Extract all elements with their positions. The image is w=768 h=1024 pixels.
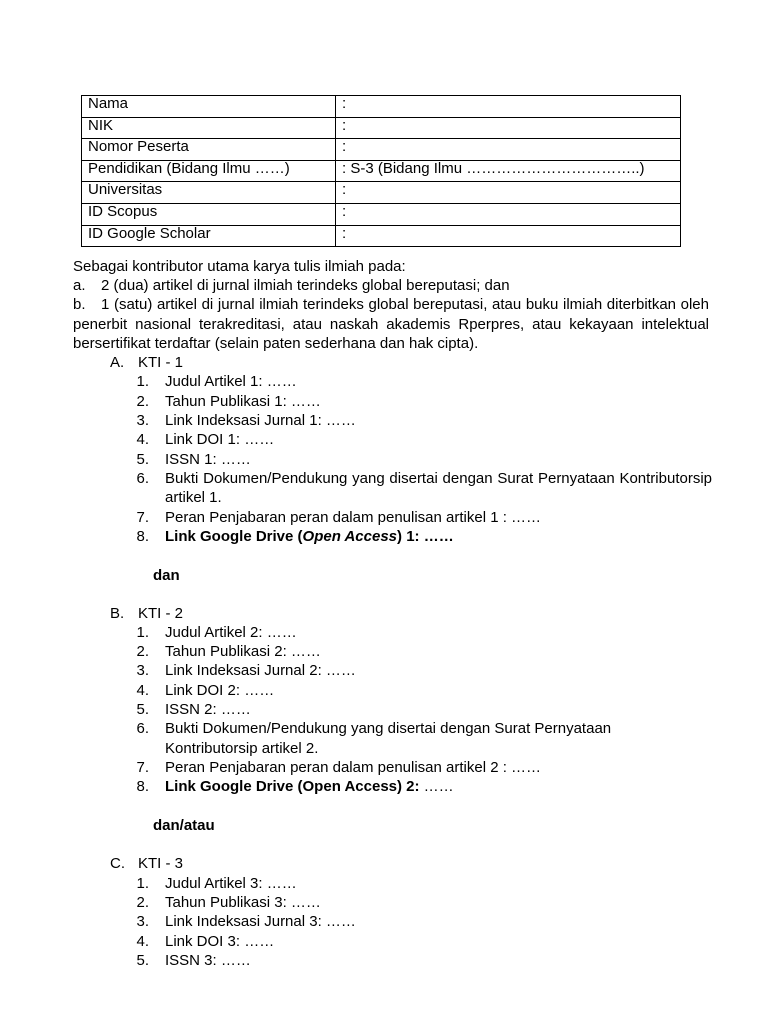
- section-b-title: KTI - 2: [138, 605, 184, 622]
- table-label: NIK: [82, 117, 336, 139]
- item-number: 5.: [136, 952, 149, 969]
- section-a-title: KTI - 1: [138, 354, 184, 371]
- list-item: Link DOI 3: ……: [165, 933, 275, 950]
- list-item: ISSN 2: ……: [165, 701, 251, 718]
- list-item: Link DOI 2: ……: [165, 682, 275, 699]
- connector-dan: dan: [153, 567, 180, 584]
- item-number: 3.: [136, 913, 149, 930]
- item-number: 6.: [136, 720, 149, 737]
- drive-link-post: ) 1: ……: [397, 528, 454, 545]
- intro-text: Sebagai kontributor utama karya tulis ilmiah pada:: [73, 258, 406, 275]
- item-number: 2.: [136, 643, 149, 660]
- item-number: 1.: [136, 875, 149, 892]
- list-item: Judul Artikel 1: ……: [165, 373, 297, 390]
- item-number: 1.: [136, 373, 149, 390]
- table-row: [82, 139, 681, 161]
- table-label: ID Google Scholar: [82, 225, 336, 247]
- table-value: :: [336, 117, 681, 139]
- table-value: :: [336, 182, 681, 204]
- item-number: 1.: [136, 624, 149, 641]
- list-item: ISSN 1: ……: [165, 451, 251, 468]
- point-b-text: 1 (satu) artikel di jurnal ilmiah terindeks global bereputasi, atau buku ilmiah diterbitkan oleh penerbit nasional terakreditasi, atau naskah akademis Rperpres, atau kekayaan intelektual bersertifikat terdaftar (selain paten sederhana dan hak cipta).: [73, 296, 709, 352]
- item-number: 3.: [136, 412, 149, 429]
- identity-table: [81, 95, 681, 247]
- table-label: Nama: [82, 96, 336, 118]
- list-item: Link Indeksasi Jurnal 1: ……: [165, 412, 356, 429]
- list-item-drive-link: [165, 777, 454, 796]
- item-number: 5.: [136, 701, 149, 718]
- table-row: [82, 160, 681, 182]
- list-item: ISSN 3: ……: [165, 952, 251, 969]
- list-item: Bukti Dokumen/Pendukung yang disertai dengan Surat Pernyataan Kontributorsip artikel 1.: [165, 470, 712, 506]
- table-value: :: [336, 203, 681, 225]
- list-item: Link Indeksasi Jurnal 2: ……: [165, 662, 356, 679]
- item-number: 4.: [136, 933, 149, 950]
- item-number: 2.: [136, 393, 149, 410]
- item-number: 3.: [136, 662, 149, 679]
- point-a-text: 2 (dua) artikel di jurnal ilmiah terindeks global bereputasi; dan: [101, 277, 510, 294]
- list-item: Tahun Publikasi 2: ……: [165, 643, 321, 660]
- point-b-marker: b.: [73, 296, 86, 313]
- item-number: 7.: [136, 759, 149, 776]
- table-row: [82, 203, 681, 225]
- table-row: [82, 225, 681, 247]
- table-value: :: [336, 96, 681, 118]
- section-c-marker: C.: [110, 855, 125, 872]
- table-value: :: [336, 225, 681, 247]
- list-item: Link DOI 1: ……: [165, 431, 275, 448]
- item-number: 5.: [136, 451, 149, 468]
- list-item: Peran Penjabaran peran dalam penulisan artikel 1 : ……: [165, 509, 542, 526]
- table-label: Nomor Peserta: [82, 139, 336, 161]
- item-number: 6.: [136, 470, 149, 487]
- list-item-drive-link: [165, 527, 454, 546]
- table-label: ID Scopus: [82, 203, 336, 225]
- item-number: 7.: [136, 509, 149, 526]
- table-label: Universitas: [82, 182, 336, 204]
- list-item: Peran Penjabaran peran dalam penulisan artikel 2 : ……: [165, 759, 542, 776]
- list-item-continuation: Kontributorsip artikel 2.: [165, 740, 319, 757]
- item-number: 8.: [136, 528, 149, 545]
- section-a-marker: A.: [110, 354, 125, 371]
- item-number: 4.: [136, 682, 149, 699]
- list-item: Judul Artikel 3: ……: [165, 875, 297, 892]
- point-a-marker: a.: [73, 277, 86, 294]
- section-c-title: KTI - 3: [138, 855, 184, 872]
- drive-link-rest: ……: [419, 778, 454, 795]
- table-row: [82, 117, 681, 139]
- table-label: Pendidikan (Bidang Ilmu ……): [82, 160, 336, 182]
- table-row: [82, 182, 681, 204]
- list-item: Bukti Dokumen/Pendukung yang disertai dengan Surat Pernyataan: [165, 720, 612, 737]
- table-row: [82, 96, 681, 118]
- drive-link-italic: Open Access: [302, 528, 398, 545]
- table-value: :: [336, 139, 681, 161]
- list-item: Link Indeksasi Jurnal 3: ……: [165, 913, 356, 930]
- list-item: Tahun Publikasi 3: ……: [165, 894, 321, 911]
- connector-dan-atau: dan/atau: [153, 817, 215, 834]
- drive-link-pre: Link Google Drive (: [165, 528, 303, 545]
- item-number: 2.: [136, 894, 149, 911]
- item-number: 8.: [136, 778, 149, 795]
- drive-link-bold: Link Google Drive (Open Access) 2:: [165, 778, 420, 795]
- list-item: Judul Artikel 2: ……: [165, 624, 297, 641]
- item-number: 4.: [136, 431, 149, 448]
- section-b-marker: B.: [110, 605, 125, 622]
- list-item: Tahun Publikasi 1: ……: [165, 393, 321, 410]
- table-value: : S-3 (Bidang Ilmu ……………………………..): [336, 160, 681, 182]
